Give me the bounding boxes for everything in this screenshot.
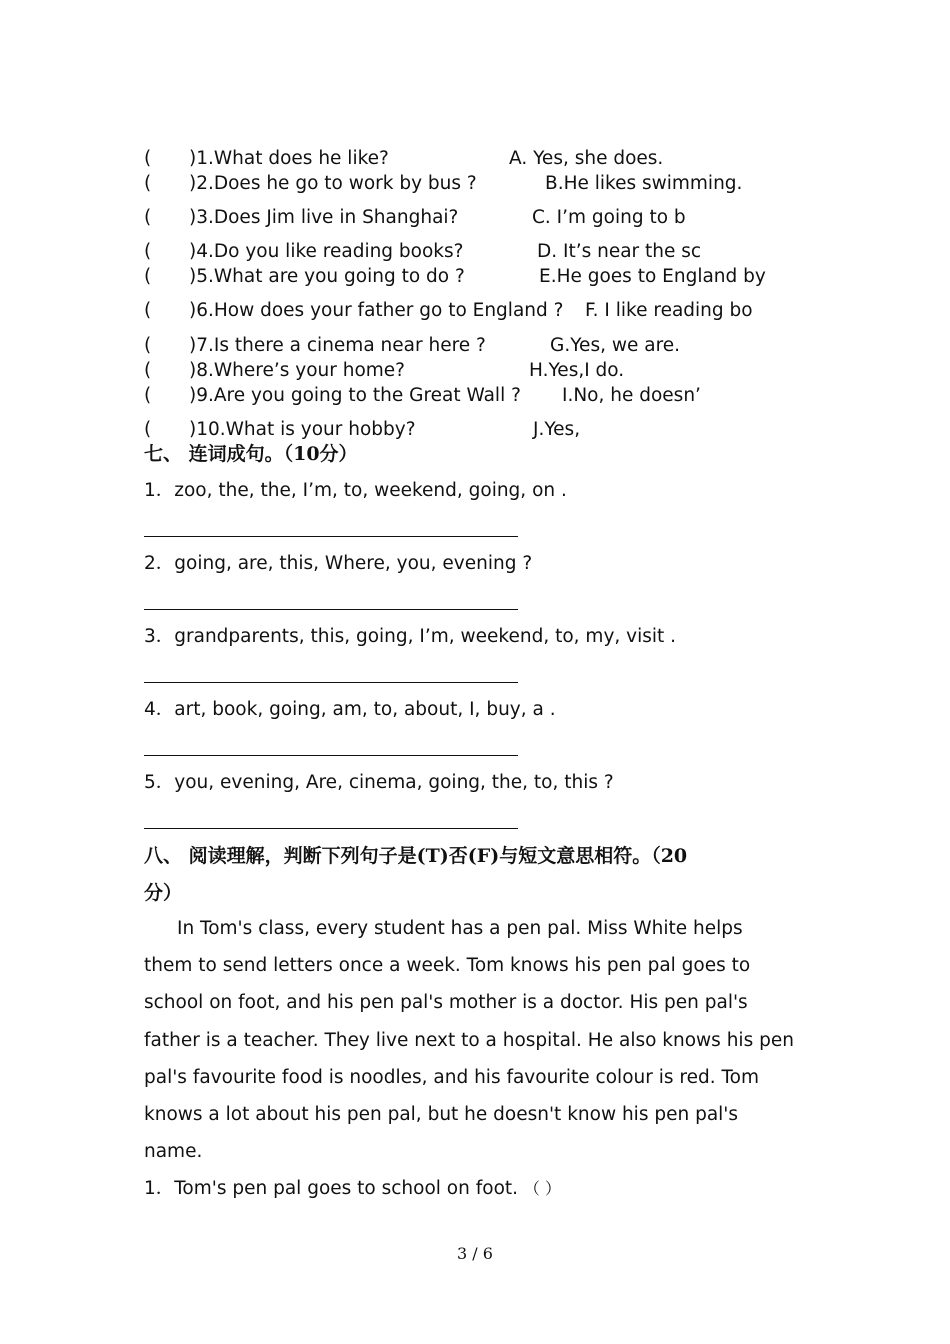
- question-text: 1．Tom's pen pal goes to school on foot.: [144, 1178, 519, 1199]
- question: )3.Does Jim live in Shanghai?: [189, 207, 459, 228]
- answer: I.No, he doesn’: [562, 385, 701, 406]
- page-number: 3 / 6: [457, 1244, 493, 1263]
- paren: (: [144, 266, 152, 287]
- reading-question: [144, 1178, 561, 1200]
- question: )2.Does he go to work by bus ?: [189, 173, 477, 194]
- question: )1.What does he like?: [189, 148, 389, 169]
- question: )7.Is there a cinema near here ?: [189, 335, 486, 356]
- answer-line[interactable]: [144, 682, 518, 683]
- question: )5.What are you going to do ?: [189, 266, 465, 287]
- paren: (: [144, 335, 152, 356]
- sentence-item: 5．you, evening, Are, cinema, going, the, to, this ?: [144, 772, 614, 793]
- question: )8.Where’s your home?: [189, 360, 405, 381]
- paren: (: [144, 148, 152, 169]
- reading-passage: In Tom's class, every student has a pen pal. Miss White helps them to send letters once a week. Tom knows his pen pal goes to school on foot, and his pen pal's mother is a doctor. His pen pal's father is a teacher. They live next to a hospital. He also knows his pen pal's favourite food is noodles, and his favourite colour is red. Tom knows a lot about his pen pal, but he doesn't know his pen pal's name.: [144, 918, 794, 1163]
- sentence-item: 2．going, are, this, Where, you, evening ?: [144, 553, 533, 574]
- question: )9.Are you going to the Great Wall ?: [189, 385, 521, 406]
- question: )10.What is your hobby?: [189, 419, 416, 440]
- answer-line[interactable]: [144, 609, 518, 610]
- paren: (: [144, 300, 152, 321]
- paren: (: [144, 419, 152, 440]
- question: )4.Do you like reading books?: [189, 241, 464, 262]
- paren: (: [144, 207, 152, 228]
- answer-blank[interactable]: （ ）: [523, 1179, 562, 1198]
- answer: J.Yes,: [533, 419, 581, 440]
- paren: (: [144, 360, 152, 381]
- section-8-title: 八、 阅读理解，判断下列句子是(T)否(F)与短文意思相符。（20: [144, 845, 688, 867]
- paren: (: [144, 173, 152, 194]
- answer: D. It’s near the sc: [537, 241, 702, 262]
- answer: G.Yes, we are.: [550, 335, 681, 356]
- answer: E.He goes to England by: [539, 266, 766, 287]
- paren: (: [144, 385, 152, 406]
- answer-line[interactable]: [144, 755, 518, 756]
- sentence-item: 1．zoo, the, the, I’m, to, weekend, going, on .: [144, 480, 567, 501]
- question: )6.How does your father go to England ?: [189, 300, 564, 321]
- answer: H.Yes,I do.: [529, 360, 625, 381]
- answer: A. Yes, she does.: [509, 148, 664, 169]
- answer-line[interactable]: [144, 536, 518, 537]
- answer: B.He likes swimming.: [545, 173, 743, 194]
- sentence-item: 4．art, book, going, am, to, about, I, buy, a .: [144, 699, 556, 720]
- paren: (: [144, 241, 152, 262]
- answer: F. I like reading bo: [585, 300, 753, 321]
- answer-line[interactable]: [144, 828, 518, 829]
- sentence-item: 3．grandparents, this, going, I’m, weekend, to, my, visit .: [144, 626, 677, 647]
- section-8-title-cont: 分）: [144, 882, 183, 904]
- section-7-title: 七、 连词成句。（10分）: [144, 443, 358, 465]
- answer: C. I’m going to b: [532, 207, 686, 228]
